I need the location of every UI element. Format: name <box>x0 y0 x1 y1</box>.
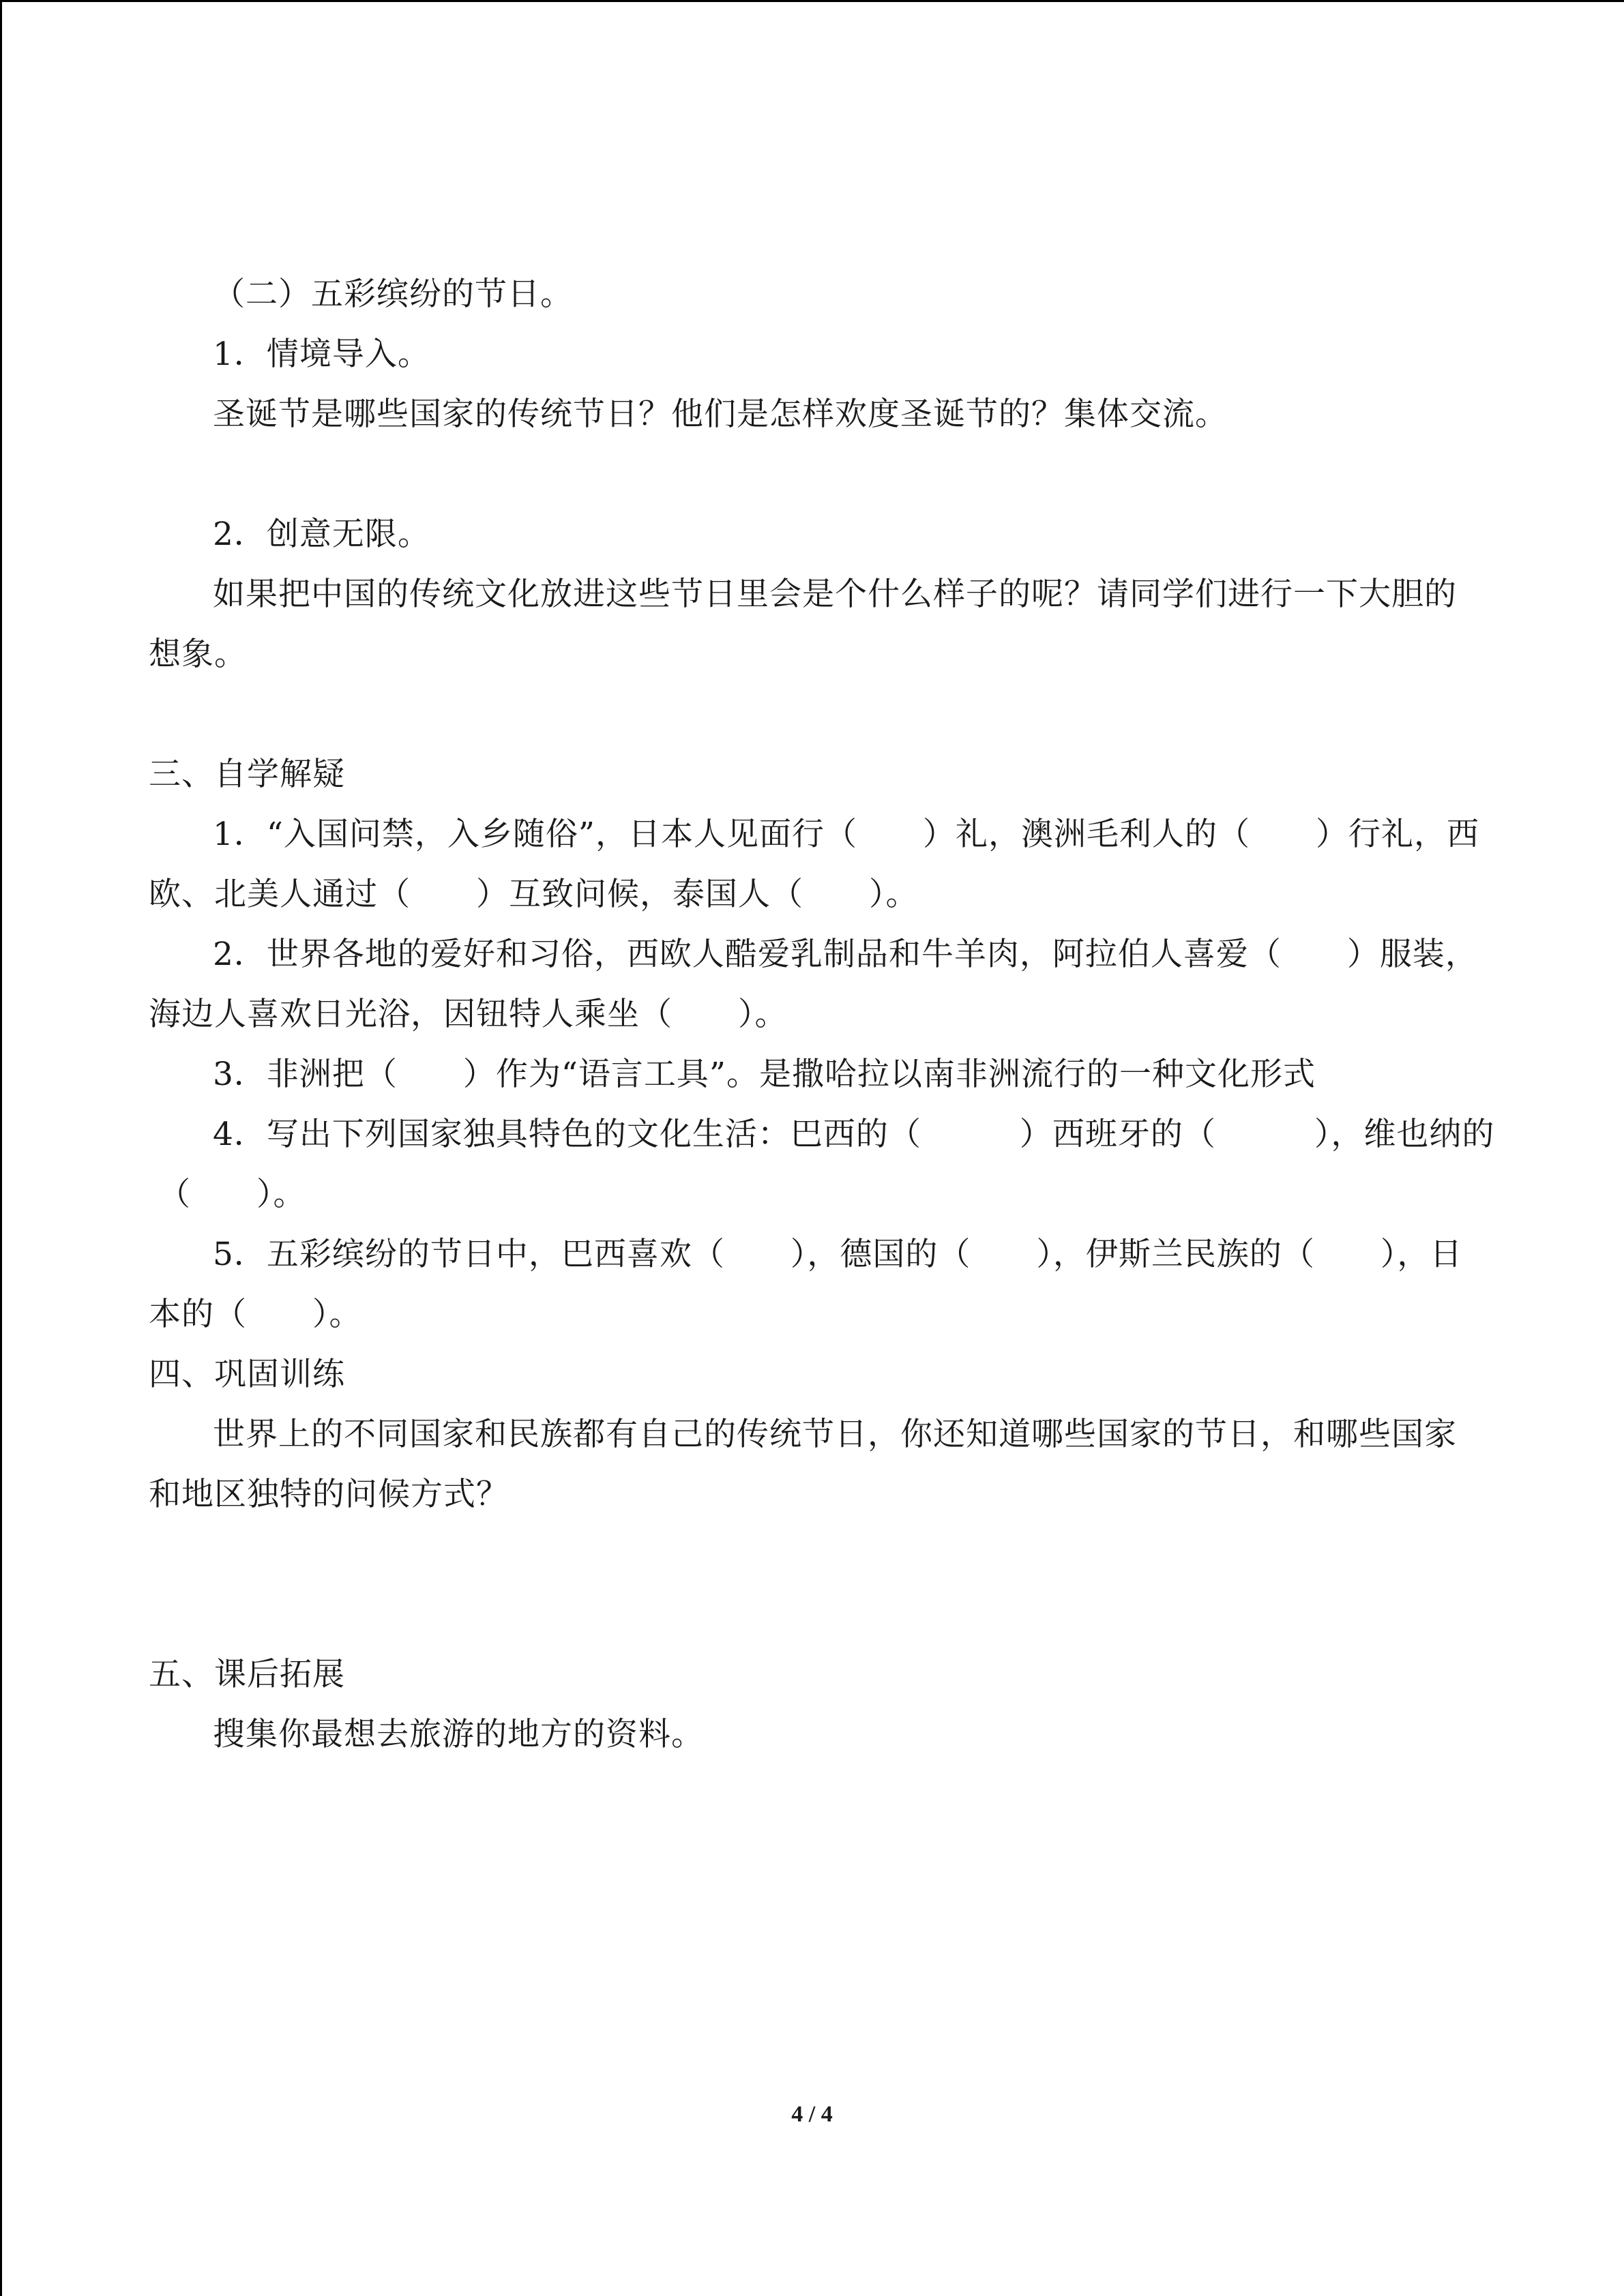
blank-space <box>149 445 1475 505</box>
question-2-line-1: 2．世界各地的爱好和习俗，西欧人酷爱乳制品和牛羊肉，阿拉伯人喜爱（ ）服装， <box>213 936 1478 973</box>
question-3-line-1: 3．非洲把（ ）作为“语言工具”。是撒哈拉以南非洲流行的一种文化形式 <box>213 1056 1316 1093</box>
section-3-heading: 三、自学解疑 <box>149 756 345 793</box>
page-number: 4 / 4 <box>791 2102 833 2127</box>
section-2-heading: （二）五彩缤纷的节日。 <box>213 275 573 313</box>
page-border-top <box>0 0 1624 2</box>
section-2-item-2-text-line-1: 如果把中国的传统文化放进这些节日里会是个什么样子的呢？请同学们进行一下大胆的 <box>213 576 1457 613</box>
document-body <box>149 265 1495 1765</box>
question-4-line-1: 4．写出下列国家独具特色的文化生活：巴西的（ ）西班牙的（ ），维也纳的 <box>213 1116 1495 1153</box>
section-4-heading: 四、巩固训练 <box>149 1356 345 1393</box>
section-2-item-2-text-line-2: 想象。 <box>149 636 247 673</box>
question-5-line-1: 5．五彩缤纷的节日中，巴西喜欢（ ），德国的（ ），伊斯兰民族的（ ），日 <box>213 1236 1463 1273</box>
question-4-line-2: （ ）。 <box>158 1176 306 1213</box>
question-5-line-2: 本的（ ）。 <box>149 1296 362 1333</box>
section-5-text-line-1: 搜集你最想去旅游的地方的资料。 <box>213 1716 704 1753</box>
section-2-item-1-title: 1．情境导入。 <box>213 336 430 373</box>
page-border-left <box>0 0 2 2296</box>
blank-space <box>149 685 1475 745</box>
question-1-line-2: 欧、北美人通过（ ）互致问候，泰国人（ ）。 <box>149 876 919 913</box>
section-4-text-line-2: 和地区独特的问候方式？ <box>149 1476 509 1513</box>
section-2-item-1-text: 圣诞节是哪些国家的传统节日？他们是怎样欢度圣诞节的？集体交流。 <box>213 396 1228 433</box>
section-5-heading: 五、课后拓展 <box>149 1656 345 1693</box>
question-2-line-2: 海边人喜欢日光浴，因钮特人乘坐（ ）。 <box>149 996 788 1033</box>
blank-space <box>149 1525 1475 1645</box>
question-1-line-1: 1．“入国问禁，入乡随俗”，日本人见面行（ ）礼，澳洲毛利人的（ ）行礼，西 <box>213 816 1479 853</box>
section-2-item-2-title: 2．创意无限。 <box>213 516 430 553</box>
section-4-text-line-1: 世界上的不同国家和民族都有自己的传统节日，你还知道哪些国家的节日，和哪些国家 <box>213 1416 1457 1453</box>
